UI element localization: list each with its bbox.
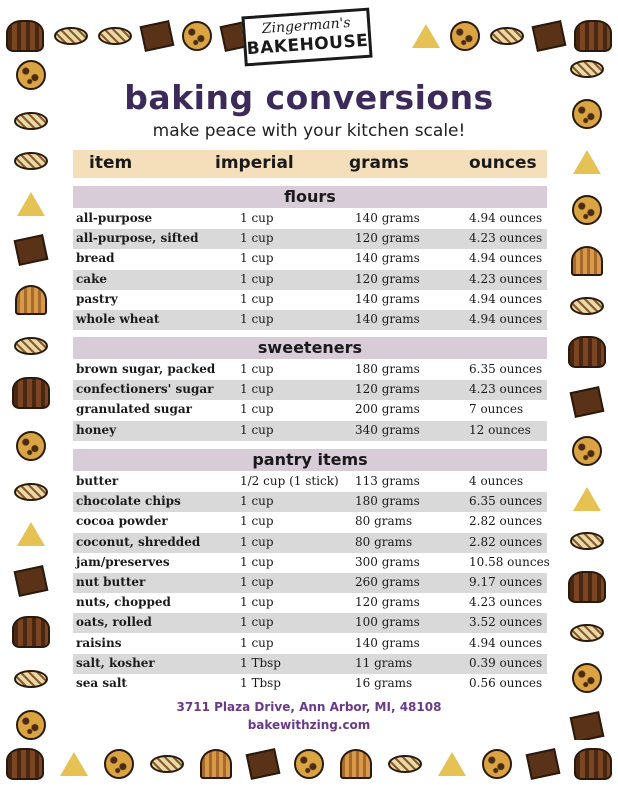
cell-item: nut butter [76, 575, 146, 589]
cell-grams: 140 grams [355, 635, 420, 650]
scone-wedge-icon [412, 24, 440, 48]
cell-grams: 120 grams [355, 595, 420, 610]
cell-item: whole wheat [76, 312, 160, 326]
cell-item: cocoa powder [76, 514, 168, 529]
table-row [73, 553, 550, 573]
border-right [556, 60, 618, 740]
bundt-cake-icon [568, 571, 606, 603]
cell-imperial: 1 cup [240, 291, 274, 306]
scone-wedge-icon [17, 522, 45, 546]
cell-ounces: 6.35 ounces [469, 494, 543, 509]
brownie-icon [532, 20, 567, 52]
bundt-cake-icon [6, 748, 44, 780]
footer-website: bakewithzing.com [247, 718, 371, 732]
cell-imperial: 1 cup [240, 362, 274, 376]
table-row [73, 421, 547, 441]
logo-script-text: Zingerman's [261, 14, 352, 38]
table-row [73, 573, 547, 593]
rugelach-icon [388, 755, 422, 773]
cookie-icon [572, 663, 602, 693]
scone-wedge-icon [17, 192, 45, 216]
cell-ounces: 6.35 ounces [469, 362, 543, 376]
cell-grams: 300 grams [355, 554, 420, 569]
cell-grams: 120 grams [355, 271, 420, 286]
cell-ounces: 4.94 ounces [469, 211, 543, 225]
table-row [73, 492, 547, 512]
bakehouse-logo [241, 8, 372, 67]
table-row [73, 360, 547, 380]
column-header-imperial: imperial [215, 153, 294, 173]
cell-imperial: 1 cup [240, 382, 274, 397]
cell-item: cake [76, 271, 108, 286]
rugelach-icon [14, 483, 48, 501]
cookie-icon [16, 431, 46, 461]
table-row [73, 270, 547, 290]
cell-item: butter [76, 474, 119, 488]
page-title: baking conversions [124, 78, 494, 117]
cell-imperial: 1 cup [240, 534, 274, 549]
cell-imperial: 1 cup [240, 595, 274, 610]
border-left [0, 60, 62, 740]
scone-wedge-icon [573, 487, 601, 511]
cell-imperial: 1 cup [240, 251, 274, 266]
cookie-icon [182, 21, 212, 51]
cell-grams: 113 grams [355, 474, 420, 488]
rugelach-icon [570, 297, 604, 315]
bundt-cake-icon [6, 20, 44, 52]
cell-item: honey [76, 422, 117, 437]
cell-grams: 140 grams [355, 211, 420, 225]
table-row [73, 512, 547, 532]
brownie-icon [570, 386, 605, 418]
cell-ounces: 9.17 ounces [469, 575, 543, 589]
table-row [73, 310, 547, 330]
cell-imperial: 1/2 cup (1 stick) [240, 474, 339, 488]
rugelach-icon [570, 624, 604, 642]
bundt-cake-icon [12, 616, 50, 648]
table-row [73, 634, 547, 654]
table-row [73, 290, 547, 310]
bundt-cake-icon [574, 20, 612, 52]
scone-wedge-icon [438, 752, 466, 776]
cell-ounces: 4.23 ounces [469, 382, 543, 397]
rugelach-icon [150, 755, 184, 773]
muffin-icon [15, 285, 47, 315]
cell-grams: 140 grams [355, 312, 420, 326]
rugelach-icon [570, 532, 604, 550]
column-header-item: item [89, 153, 133, 173]
cell-ounces: 4 ounces [469, 474, 524, 488]
cell-ounces: 4.94 ounces [469, 291, 543, 306]
cell-ounces: 2.82 ounces [469, 514, 543, 529]
cell-grams: 200 grams [355, 402, 420, 417]
cell-ounces: 4.23 ounces [469, 271, 543, 286]
cell-item: chocolate chips [76, 494, 181, 509]
brownie-icon [526, 748, 561, 780]
cell-item: jam/preserves [76, 554, 170, 569]
cell-grams: 180 grams [355, 362, 420, 376]
cell-imperial: 1 cup [240, 494, 274, 509]
cookie-icon [294, 749, 324, 779]
cell-grams: 140 grams [355, 251, 420, 266]
bundt-cake-icon [12, 377, 50, 409]
cell-imperial: 1 cup [240, 271, 274, 286]
rugelach-icon [14, 337, 48, 355]
table-row [73, 209, 547, 229]
cell-item: salt, kosher [76, 655, 155, 670]
cell-grams: 11 grams [355, 655, 413, 670]
cell-ounces: 3.52 ounces [469, 615, 543, 630]
cell-ounces: 12 ounces [469, 422, 531, 437]
table-row [73, 400, 547, 420]
cell-ounces: 0.56 ounces [469, 676, 543, 690]
cell-item: brown sugar, packed [76, 362, 216, 376]
cell-imperial: 1 cup [240, 231, 274, 246]
brownie-icon [140, 20, 175, 52]
cell-imperial: 1 Tbsp [240, 655, 281, 670]
table-row [73, 380, 547, 400]
table-row [73, 472, 547, 492]
cell-imperial: 1 cup [240, 422, 274, 437]
muffin-icon [340, 749, 372, 779]
brownie-icon [14, 565, 49, 597]
cell-grams: 340 grams [355, 422, 420, 437]
cell-item: bread [76, 251, 115, 266]
column-header-ounces: ounces [469, 153, 537, 173]
cell-grams: 100 grams [355, 615, 420, 630]
cell-imperial: 1 cup [240, 554, 274, 569]
table-row [73, 674, 547, 694]
cell-item: sea salt [76, 676, 127, 690]
footer-address: 3711 Plaza Drive, Ann Arbor, MI, 48108 [176, 700, 442, 714]
rugelach-icon [98, 27, 132, 45]
table-row [73, 593, 547, 613]
rugelach-icon [490, 27, 524, 45]
cell-imperial: 1 cup [240, 402, 274, 417]
cell-grams: 260 grams [355, 575, 420, 589]
rugelach-icon [54, 27, 88, 45]
bundt-cake-icon [568, 336, 606, 368]
cell-imperial: 1 Tbsp [240, 676, 281, 690]
table-row [73, 613, 547, 633]
section-header: flours [73, 186, 547, 208]
cell-ounces: 2.82 ounces [469, 534, 543, 549]
border-bottom [0, 728, 618, 800]
page-subtitle: make peace with your kitchen scale! [152, 121, 466, 141]
logo-wordmark: BAKEHOUSE [246, 30, 369, 60]
cell-item: nuts, chopped [76, 595, 171, 610]
bundt-cake-icon [574, 748, 612, 780]
cell-item: oats, rolled [76, 615, 152, 630]
table-row [73, 654, 547, 674]
muffin-icon [200, 749, 232, 779]
cookie-icon [482, 749, 512, 779]
section-header: pantry items [73, 449, 547, 471]
cell-grams: 180 grams [355, 494, 420, 509]
cell-ounces: 0.39 ounces [469, 655, 543, 670]
cell-ounces: 7 ounces [469, 402, 524, 417]
cell-grams: 16 grams [355, 676, 413, 690]
rugelach-icon [570, 60, 604, 78]
cell-imperial: 1 cup [240, 575, 274, 589]
rugelach-icon [14, 670, 48, 688]
cell-ounces: 4.94 ounces [469, 635, 543, 650]
table-row [73, 249, 547, 269]
cell-ounces: 10.58 ounces [469, 554, 550, 569]
cell-ounces: 4.94 ounces [469, 251, 543, 266]
cell-item: confectioners' sugar [76, 382, 214, 397]
brownie-icon [246, 748, 281, 780]
brownie-icon [14, 235, 49, 267]
cell-grams: 120 grams [355, 231, 420, 246]
cell-item: pastry [76, 291, 118, 306]
scone-wedge-icon [573, 150, 601, 174]
cell-item: coconut, shredded [76, 534, 201, 549]
column-header-grams: grams [349, 153, 409, 173]
cell-imperial: 1 cup [240, 635, 274, 650]
cell-ounces: 4.23 ounces [469, 231, 543, 246]
cookie-icon [572, 195, 602, 225]
cookie-icon [104, 749, 134, 779]
table-row [73, 229, 547, 249]
cell-item: granulated sugar [76, 402, 192, 417]
cookie-icon [572, 436, 602, 466]
cookie-icon [450, 21, 480, 51]
cell-grams: 80 grams [355, 534, 413, 549]
muffin-icon [571, 246, 603, 276]
scone-wedge-icon [60, 752, 88, 776]
cell-item: all-purpose, sifted [76, 231, 199, 246]
rugelach-icon [14, 152, 48, 170]
cell-imperial: 1 cup [240, 514, 274, 529]
table-row [73, 533, 547, 553]
cell-item: raisins [76, 635, 122, 650]
cell-ounces: 4.23 ounces [469, 595, 543, 610]
cell-grams: 140 grams [355, 291, 420, 306]
cell-imperial: 1 cup [240, 615, 274, 630]
cell-item: all-purpose [76, 211, 153, 225]
cell-grams: 120 grams [355, 382, 420, 397]
cell-imperial: 1 cup [240, 312, 274, 326]
cell-ounces: 4.94 ounces [469, 312, 543, 326]
cell-grams: 80 grams [355, 514, 413, 529]
section-header: sweeteners [73, 337, 547, 359]
cell-imperial: 1 cup [240, 211, 274, 225]
table-header [73, 150, 547, 178]
